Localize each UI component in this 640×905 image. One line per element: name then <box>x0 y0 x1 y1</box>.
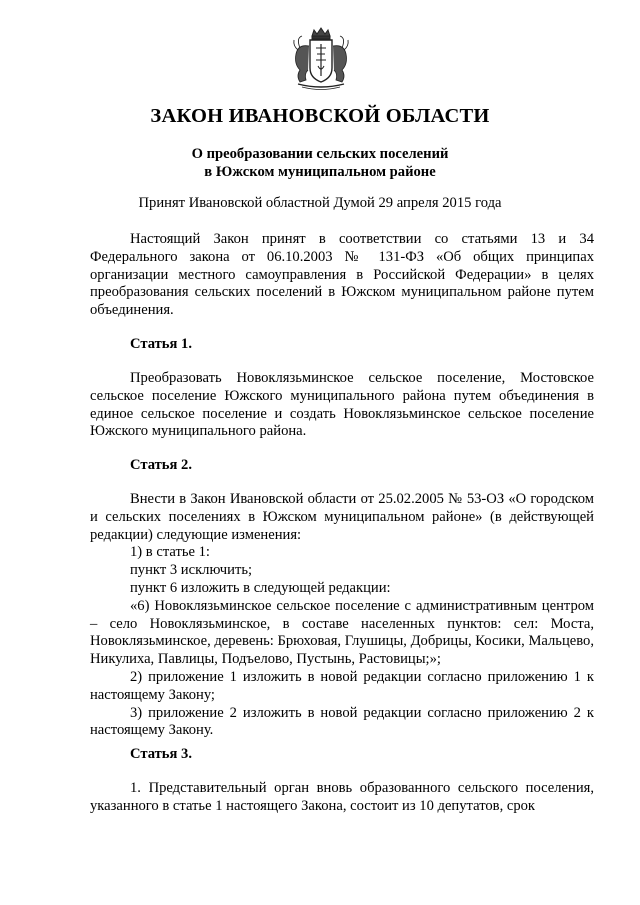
article-2-line: пункт 3 исключить; <box>130 562 253 579</box>
subject-line: в Южском муниципальном районе <box>204 164 436 180</box>
article-2-line: 3) приложение 2 изложить в новой редакции согласно приложению 2 к настоящему Закону. <box>90 704 594 739</box>
article-2-line: «6) Новоклязьминское сельское поселение с административным центром – село Новоклязьминское, в составе населенных пунктов: сел: Моста, Новоклязьминское, деревень: Брюховая, Глушицы, Добрицы, Косики, Мальцево, Никулиха, Павлицы, Подъелово, Пустынь, Растовицы;»; <box>90 597 594 668</box>
article-1-text: Преобразовать Новоклязьминское сельское поселение, Мостовское сельское поселение Южского муниципального района путем объединения в единое сельское поселение и создать Новоклязьминское сельское поселение Южского муниципального района. <box>90 370 594 440</box>
article-2-line: пункт 6 изложить в следующей редакции: <box>130 579 391 596</box>
preamble-text: Настоящий Закон принят в соответствии со статьями 13 и 34 Федерального закона от 06.10.2003 № 131-ФЗ «Об общих принципах организации местного самоуправления в Российской Федерации» в целях преобразования сельских поселений в Южском муниципальном районе путем объединения. <box>90 231 594 319</box>
adoption-date: Принят Ивановской областной Думой 29 апреля 2015 года <box>138 195 502 211</box>
article-3-body <box>90 780 594 816</box>
article-1-body <box>90 370 594 441</box>
article-1-heading: Статья 1. <box>130 336 192 352</box>
article-2-line: 2) приложение 1 изложить в новой редакции согласно приложению 1 к настоящему Закону; <box>90 668 594 703</box>
law-subject <box>0 145 640 181</box>
article-2-line: Внести в Закон Ивановской области от 25.02.2005 № 53-ОЗ «О городском и сельских поселениях в Южском муниципальном районе» (в действующей редакции) следующие изменения: <box>90 491 594 543</box>
article-3-heading: Статья 3. <box>130 746 192 762</box>
article-2-body <box>90 491 594 740</box>
coat-of-arms-emblem <box>290 26 352 92</box>
preamble <box>90 231 594 320</box>
article-2-heading: Статья 2. <box>130 457 192 473</box>
law-title: ЗАКОН ИВАНОВСКОЙ ОБЛАСТИ <box>150 105 490 127</box>
article-3-text: 1. Представительный орган вновь образованного сельского поселения, указанного в статье 1 настоящего Закона, состоит из 10 депутатов, срок <box>90 780 594 814</box>
article-2-line: 1) в статье 1: <box>130 544 210 561</box>
subject-line: О преобразовании сельских поселений <box>191 146 449 162</box>
